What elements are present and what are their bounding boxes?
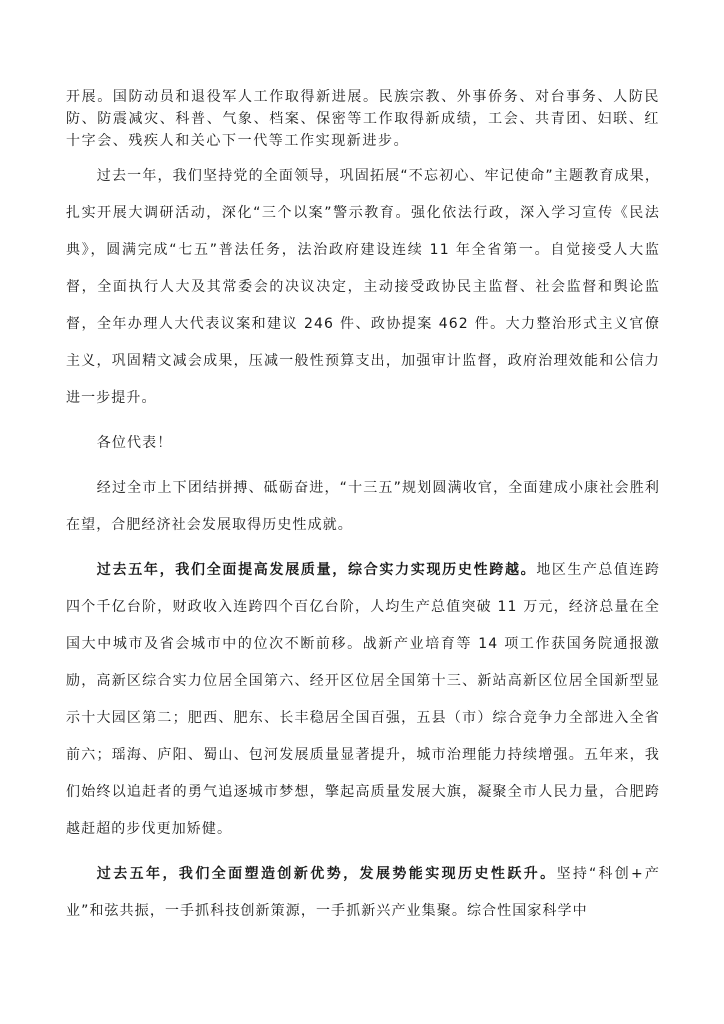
paragraph-innovation: [66, 856, 660, 930]
paragraph-past-year: 过去一年，我们坚持党的全面领导，巩固拓展“不忘初心、牢记使命”主题教育成果，扎实开展大调研活动，深化“三个以案”警示教育。强化依法行政，深入学习宣传《民法典》，圆满完成“七五”普法任务，法治政府建设连续 11 年全省第一。自觉接受人大监督，全面执行人大及其常委会的决议决定，主动接受政协民主监督、社会监督和舆论监督，全年办理人大代表议案和建议 246 件、政协提案 462 件。大力整治形式主义官僚主义，巩固精文减会成果，压减一般性预算支出，加强审计监督，政府治理效能和公信力进一步提升。: [66, 168, 660, 406]
paragraph-quality-lead: 过去五年，我们全面提高发展质量，综合实力实现历史性跨越。: [96, 562, 537, 578]
paragraph-innovation-text: 坚持“科创+产业”和弦共振，一手抓科技创新策源，一手抓新兴产业集聚。综合性国家科学中: [66, 866, 661, 919]
paragraph-quality: [66, 552, 660, 848]
paragraph-innovation-lead: 过去五年，我们全面塑造创新优势，发展势能实现历史性跃升。: [96, 866, 557, 882]
paragraph-summary: 经过全市上下团结拼搏、砥砺奋进，“十三五”规划圆满收官，全面建成小康社会胜利在望，合肥经济社会发展取得历史性成就。: [66, 480, 660, 533]
paragraph-address: 各位代表！: [96, 435, 173, 451]
paragraph-quality-text: 地区生产总值连跨四个千亿台阶，财政收入连跨四个百亿台阶，人均生产总值突破 11 万元，经济总量在全国大中城市及省会城市中的位次不断前移。战新产业培育等 14 项工作获国务院通报激励，高新区综合实力位居全国第六、经开区位居全国第十三、新站高新区位居全国新型显示十大园区第二；肥西、肥东、长丰稳居全国百强，五县（市）综合竞争力全部进入全省前六；瑶海、庐阳、蜀山、包河发展质量显著提升，城市治理能力持续增强。五年来，我们始终以追赶者的勇气追逐城市梦想，擎起高质量发展大旗，凝聚全市人民力量，合肥跨越赶超的步伐更加矫健。: [66, 562, 660, 837]
paragraph-continuation: 开展。国防动员和退役军人工作取得新进展。民族宗教、外事侨务、对台事务、人防民防、防震减灾、科普、气象、档案、保密等工作取得新成绩，工会、共青团、妇联、红十字会、残疾人和关心下一代等工作实现新进步。: [66, 89, 660, 149]
